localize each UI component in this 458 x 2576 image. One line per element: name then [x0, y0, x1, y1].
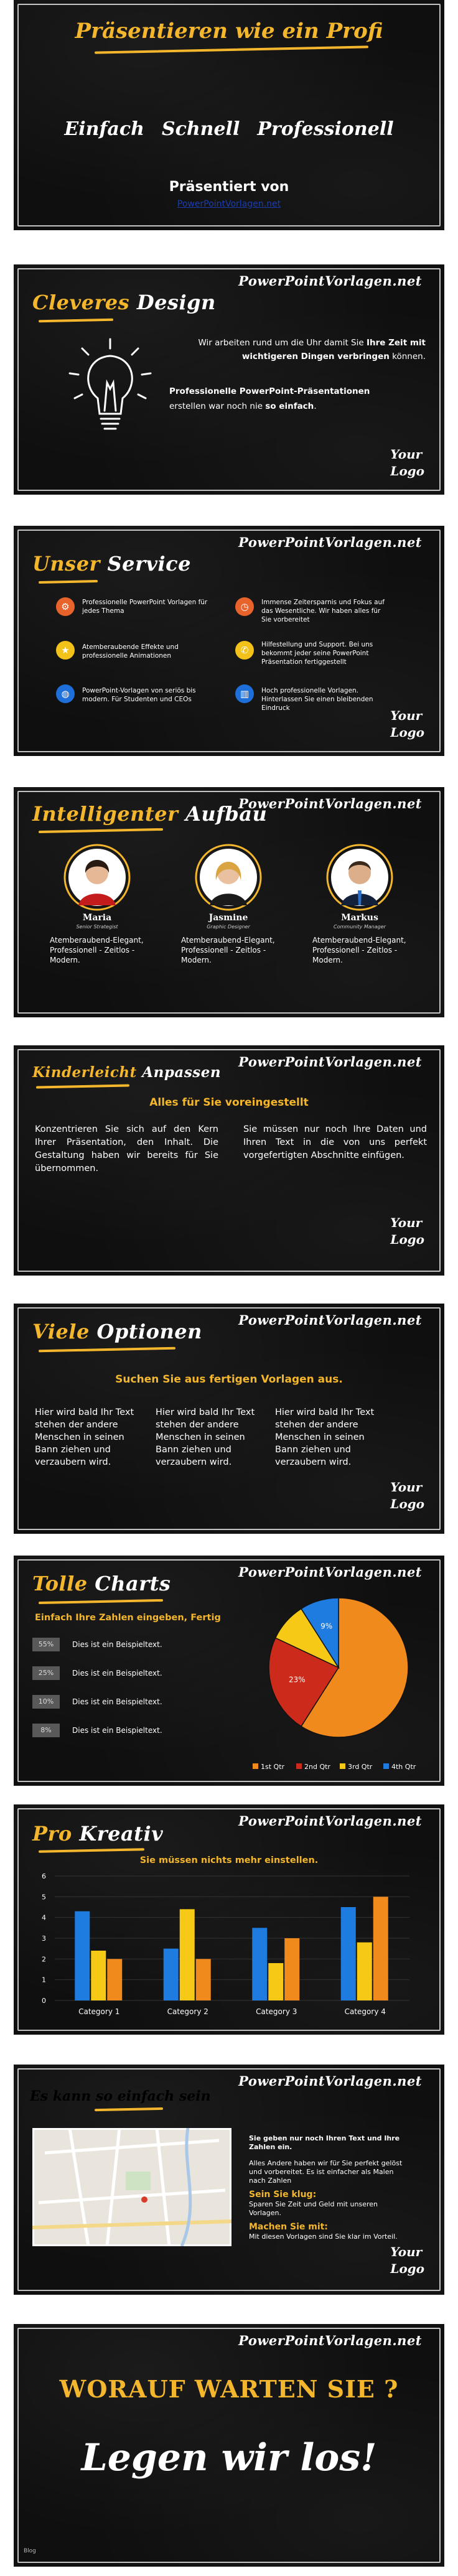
bar: [357, 1943, 372, 2000]
title-part2: Anpassen: [142, 1064, 222, 1081]
slide-title: [32, 802, 267, 826]
bar: [107, 1959, 122, 2000]
slide-service: [14, 526, 444, 756]
section-subtitle: Sie müssen nichts mehr einstellen.: [139, 1855, 319, 1865]
legend-swatch: [253, 1763, 258, 1769]
y-tick-label: 2: [42, 1955, 46, 1964]
avatar: [194, 843, 263, 912]
title-part1: Cleveres: [32, 291, 130, 314]
your-logo: Your Logo: [390, 447, 424, 478]
your-logo: Your Logo: [390, 1480, 424, 1511]
intro-text: Sie geben nur noch Ihren Text und Ihre Zahlen ein.: [249, 2134, 400, 2151]
title-part1: Kinderleicht: [32, 1064, 137, 1081]
slide-title: [32, 291, 216, 314]
star-icon: ★: [56, 641, 75, 660]
y-tick-label: 4: [42, 1913, 46, 1922]
brand-logo: PowerPointVorlagen.net: [238, 796, 422, 811]
y-tick-label: 5: [42, 1893, 46, 1902]
map-image: [32, 2128, 231, 2246]
keyword-easy: Einfach: [64, 118, 144, 140]
footer-blog-link[interactable]: Blog: [24, 2548, 36, 2554]
member-text: Atemberaubend-Elegant, Professionell - Zeitlos - Modern.: [50, 936, 144, 964]
percent-label: Dies ist ein Beispieltext.: [72, 1669, 162, 1678]
brand-logo: PowerPointVorlagen.net: [238, 1312, 422, 1328]
keyword-row: [14, 118, 444, 140]
legend-entry: 4th Qtr: [391, 1763, 416, 1771]
percent-label: Dies ist ein Beispieltext.: [72, 1640, 162, 1649]
slide-title: [32, 552, 191, 576]
brand-logo: PowerPointVorlagen.net: [238, 2333, 422, 2348]
your-logo: Your Logo: [390, 708, 424, 740]
brand-logo: PowerPointVorlagen.net: [238, 2073, 422, 2089]
slide-title: [32, 1572, 171, 1595]
member-name: Markus: [341, 913, 378, 923]
text-column: Hier wird bald Ihr Text stehen der andere Menschen in seinen Bann ziehen und verzaubern wird.: [156, 1407, 255, 1467]
slide-clever-design: [14, 264, 444, 495]
clock-icon: ◷: [235, 597, 254, 616]
bar: [91, 1951, 106, 2000]
brand-logo: PowerPointVorlagen.net: [238, 1054, 422, 1070]
slide-bar-chart: [14, 1804, 444, 2035]
title-part2: Aufbau: [185, 802, 268, 826]
map-text-block: [249, 2134, 404, 2241]
avatar: [63, 843, 131, 912]
slide-title: [32, 1064, 221, 1081]
presented-by: Präsentiert von: [169, 179, 289, 195]
percent-label: Dies ist ein Beispieltext.: [72, 1697, 162, 1706]
brand-logo: PowerPointVorlagen.net: [238, 1813, 422, 1829]
member-name: Jasmine: [208, 913, 248, 923]
legend-entry: 2nd Qtr: [304, 1763, 330, 1771]
globe-icon: ◍: [56, 684, 75, 703]
slide-options: [14, 1304, 444, 1534]
avatar: [325, 843, 394, 912]
title-part2: Charts: [95, 1572, 171, 1595]
bar: [164, 1949, 179, 2000]
title-part1: Unser: [32, 552, 100, 576]
member-text: Atemberaubend-Elegant, Professionell - Zeitlos - Modern.: [181, 936, 275, 964]
legend-swatch: [296, 1763, 302, 1769]
x-tick-label: Category 3: [256, 2007, 297, 2016]
pie-chart: [245, 1594, 432, 1775]
percent-label: Dies ist ein Beispieltext.: [72, 1726, 162, 1735]
body-text: Sparen Sie Zeit und Geld mit unseren Vorlagen.: [249, 2200, 378, 2217]
y-tick-label: 1: [42, 1976, 46, 1984]
bar: [196, 1959, 211, 2000]
title-part2: Kreativ: [79, 1822, 164, 1846]
y-tick-label: 6: [42, 1872, 46, 1880]
slide1-title: Präsentieren wie ein Profi: [75, 19, 383, 44]
your-logo: Your Logo: [390, 1215, 424, 1247]
percent-badge: 25%: [32, 1666, 60, 1680]
section-subtitle: Einfach Ihre Zahlen eingeben, Fertig: [35, 1613, 221, 1623]
percent-badge: 55%: [32, 1638, 60, 1651]
bar: [373, 1897, 388, 2000]
y-tick-label: 3: [42, 1934, 46, 1943]
slide-title: [32, 1822, 163, 1846]
title-part2: Service: [107, 552, 191, 576]
text-column: Hier wird bald Ihr Text stehen der andere Menschen in seinen Bann ziehen und verzaubern wird.: [35, 1407, 134, 1467]
bar-chart: [30, 1870, 428, 2025]
bar: [252, 1928, 267, 2000]
x-tick-label: Category 1: [78, 2007, 120, 2016]
member-role: Community Manager: [334, 924, 386, 930]
design-paragraph-2: Professionelle PowerPoint-Präsentationen erstellen war noch nie so einfach.: [169, 386, 370, 411]
text-column: Hier wird bald Ihr Text stehen der andere Menschen in seinen Bann ziehen und verzaubern wird.: [275, 1407, 375, 1467]
percent-badge: 8%: [32, 1724, 60, 1737]
title-part1: Intelligenter: [32, 802, 179, 826]
slide-team: [14, 787, 444, 1017]
cta-question: WORAUF WARTEN SIE ?: [59, 2375, 399, 2403]
keyword-fast: Schnell: [161, 118, 240, 140]
cta-headline: Legen wir los!: [81, 2436, 377, 2480]
presenter-link[interactable]: PowerPointVorlagen.net: [177, 199, 281, 209]
service-item: Immense Zeitersparnis und Fokus auf das Wesentliche. Wir haben alles für Sie vorbereitet: [261, 599, 385, 623]
service-item: Atemberaubende Effekte und professionelle Animationen: [82, 643, 179, 660]
keyword-professional: Professionell: [257, 118, 394, 140]
design-paragraph-1: Wir arbeiten rund um die Uhr damit Sie Ihre Zeit mit wichtigeren Dingen verbringen können.: [198, 338, 426, 362]
support-icon: ✆: [235, 641, 254, 660]
brand-logo: PowerPointVorlagen.net: [238, 534, 422, 550]
gear-icon: ⚙: [56, 597, 75, 616]
slide-map: [14, 2065, 444, 2295]
legend-swatch: [383, 1763, 389, 1769]
section-subtitle: Suchen Sie aus fertigen Vorlagen aus.: [115, 1373, 343, 1386]
chart-icon: ▥: [235, 684, 254, 703]
pie-data-label: 23%: [288, 1675, 306, 1684]
x-tick-label: Category 4: [344, 2007, 386, 2016]
member-role: Senior Strategist: [76, 924, 118, 930]
member-name: Maria: [82, 913, 112, 923]
member-text: Atemberaubend-Elegant, Professionell - Zeitlos - Modern.: [312, 936, 406, 964]
pie-data-label: 9%: [320, 1622, 333, 1631]
body-text: Alles Andere haben wir für Sie perfekt gelöst und vorbereitet. Es ist einfacher als Malen nach Zahlen: [249, 2159, 403, 2185]
y-tick-label: 0: [42, 1997, 46, 2005]
slide-customize: [14, 1045, 444, 1276]
legend-swatch: [340, 1763, 345, 1769]
slide-title: [32, 1320, 202, 1343]
legend-entry: 3rd Qtr: [348, 1763, 373, 1771]
service-item: Hoch professionelle Vorlagen. Hinterlassen Sie einen bleibenden Eindruck: [261, 687, 373, 712]
subheading: Machen Sie mit:: [249, 2222, 328, 2232]
slide-title: Es kann so einfach sein: [30, 2088, 211, 2104]
slide-title: [14, 0, 444, 230]
text-column: Konzentrieren Sie sich auf den Kern Ihrer Präsentation, den Inhalt. Die Gestaltung haben wir bereits für Sie übernommen.: [35, 1124, 218, 1174]
legend-entry: 1st Qtr: [261, 1763, 285, 1771]
bar: [284, 1938, 299, 2000]
section-subtitle: Alles für Sie voreingestellt: [149, 1096, 309, 1109]
brand-logo: PowerPointVorlagen.net: [238, 1564, 422, 1580]
service-item: PowerPoint-Vorlagen von seriös bis modern. Für Studenten und CEOs: [82, 687, 196, 703]
subheading: Sein Sie klug:: [249, 2190, 317, 2200]
title-part1: Tolle: [32, 1572, 88, 1595]
bar: [180, 1909, 195, 2000]
bar: [341, 1907, 356, 2000]
bar: [75, 1911, 90, 2000]
title-part2: Design: [136, 291, 216, 314]
brand-logo: PowerPointVorlagen.net: [238, 273, 422, 289]
bar: [268, 1963, 283, 2000]
slide-charts: [14, 1556, 444, 1786]
body-text: Mit diesen Vorlagen sind Sie klar im Vorteil.: [249, 2233, 398, 2241]
title-part1: Pro: [32, 1822, 72, 1846]
member-role: Graphic Designer: [207, 924, 250, 930]
percent-badge: 10%: [32, 1695, 60, 1709]
lightbulb-icon: [63, 336, 157, 460]
title-part1: Viele: [32, 1320, 90, 1343]
title-part2: Optionen: [96, 1320, 202, 1343]
service-item: Professionelle PowerPoint Vorlagen für jedes Thema: [82, 599, 208, 615]
slide-cta: [14, 2324, 444, 2567]
your-logo: Your Logo: [390, 2244, 424, 2276]
service-item: Hilfestellung und Support. Bei uns bekommt jeder seine PowerPoint Präsentation fertiggestellt: [261, 641, 373, 666]
text-column: Sie müssen nur noch Ihre Daten und Ihren Text in die von uns perfekt vorgefertigten Abschnitte einfügen.: [243, 1124, 427, 1160]
x-tick-label: Category 2: [167, 2007, 208, 2016]
